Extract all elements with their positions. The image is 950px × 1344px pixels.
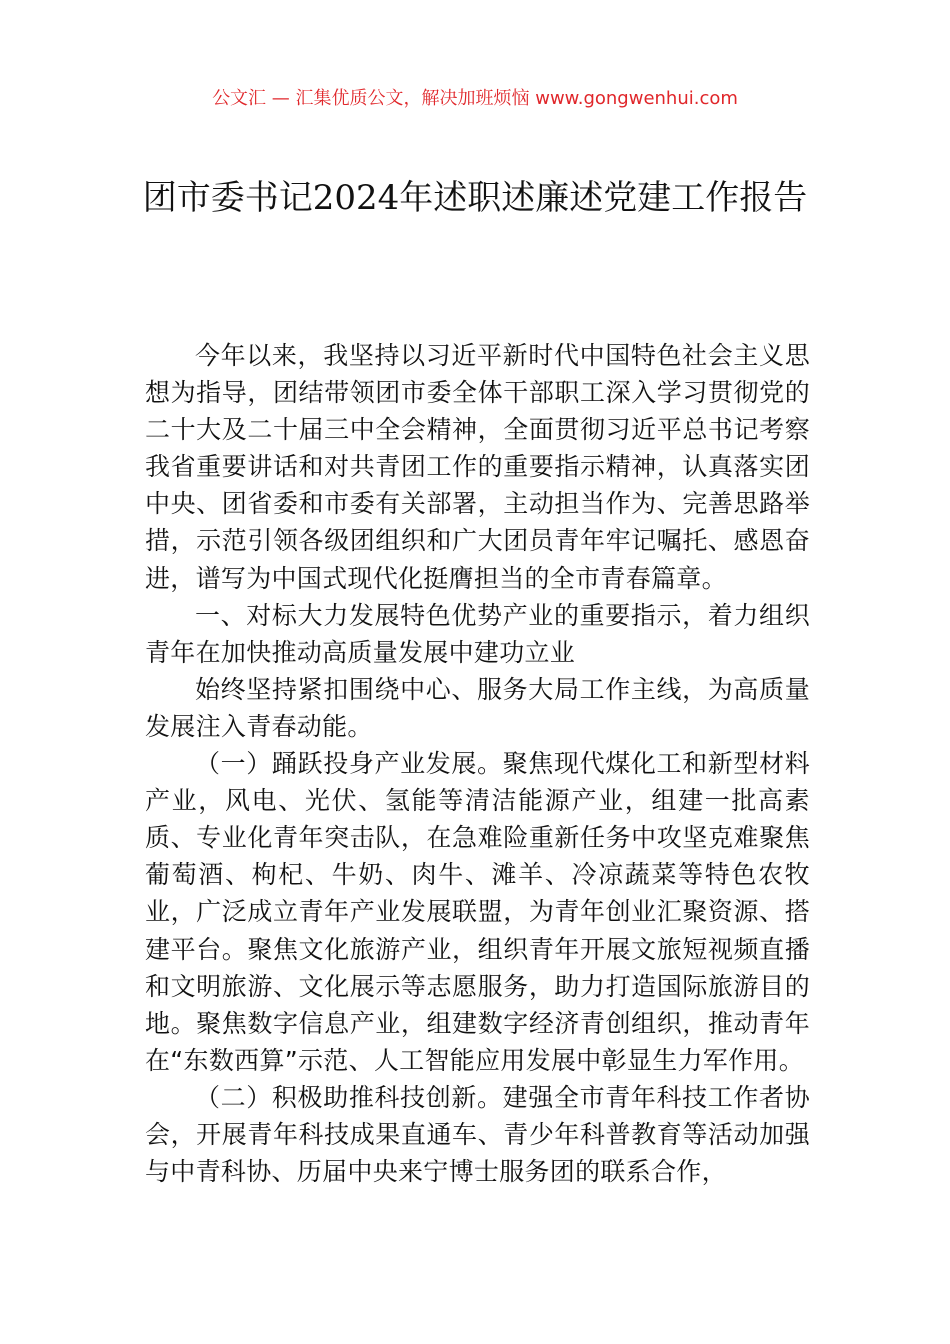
paragraph-section-heading-1: 一、对标大力发展特色优势产业的重要指示，着力组织青年在加快推动高质量发展中建功立业 bbox=[145, 600, 810, 667]
document-title: 团市委书记2024年述职述廉述党建工作报告 bbox=[142, 178, 808, 218]
paragraph-subsection-2: （二）积极助推科技创新。建强全市青年科技工作者协会，开展青年科技成果直通车、青少年科普教育等活动加强与中青科协、历届中央来宁博士服务团的联系合作， bbox=[145, 1082, 810, 1187]
header-watermark: 公文汇 — 汇集优质公文，解决加班烦恼 www.gongwenhui.com bbox=[212, 88, 738, 109]
paragraph-subsection-1: （一）踊跃投身产业发展。聚焦现代煤化工和新型材料产业，风电、光伏、氢能等清洁能源产业，组建一批高素质、专业化青年突击队，在急难险重新任务中攻坚克难聚焦葡萄酒、枸杞、牛奶、肉牛、滩羊、冷凉蔬菜等特色农牧业，广泛成立青年产业发展联盟，为青年创业汇聚资源、搭建平台。聚焦文化旅游产业，组织青年开展文旅短视频直播和文明旅游、文化展示等志愿服务，助力打造国际旅游目的地。聚焦数字信息产业，组建数字经济青创组织，推动青年在“东数西算”示范、人工智能应用发展中彰显生力军作用。 bbox=[145, 749, 810, 1075]
paragraph-section-summary-1: 始终坚持紧扣围绕中心、服务大局工作主线，为高质量发展注入青春动能。 bbox=[145, 674, 810, 741]
paragraph-intro: 今年以来，我坚持以习近平新时代中国特色社会主义思想为指导，团结带领团市委全体干部职工深入学习贯彻党的二十大及二十届三中全会精神，全面贯彻习近平总书记考察我省重要讲话和对共青团工作的重要指示精神，认真落实团中央、团省委和市委有关部署，主动担当作为、完善思路举措，示范引领各级团组织和广大团员青年牢记嘱托、感恩奋进，谱写为中国式现代化挺膺担当的全市青春篇章。 bbox=[145, 341, 810, 593]
document-body bbox=[145, 337, 810, 1190]
